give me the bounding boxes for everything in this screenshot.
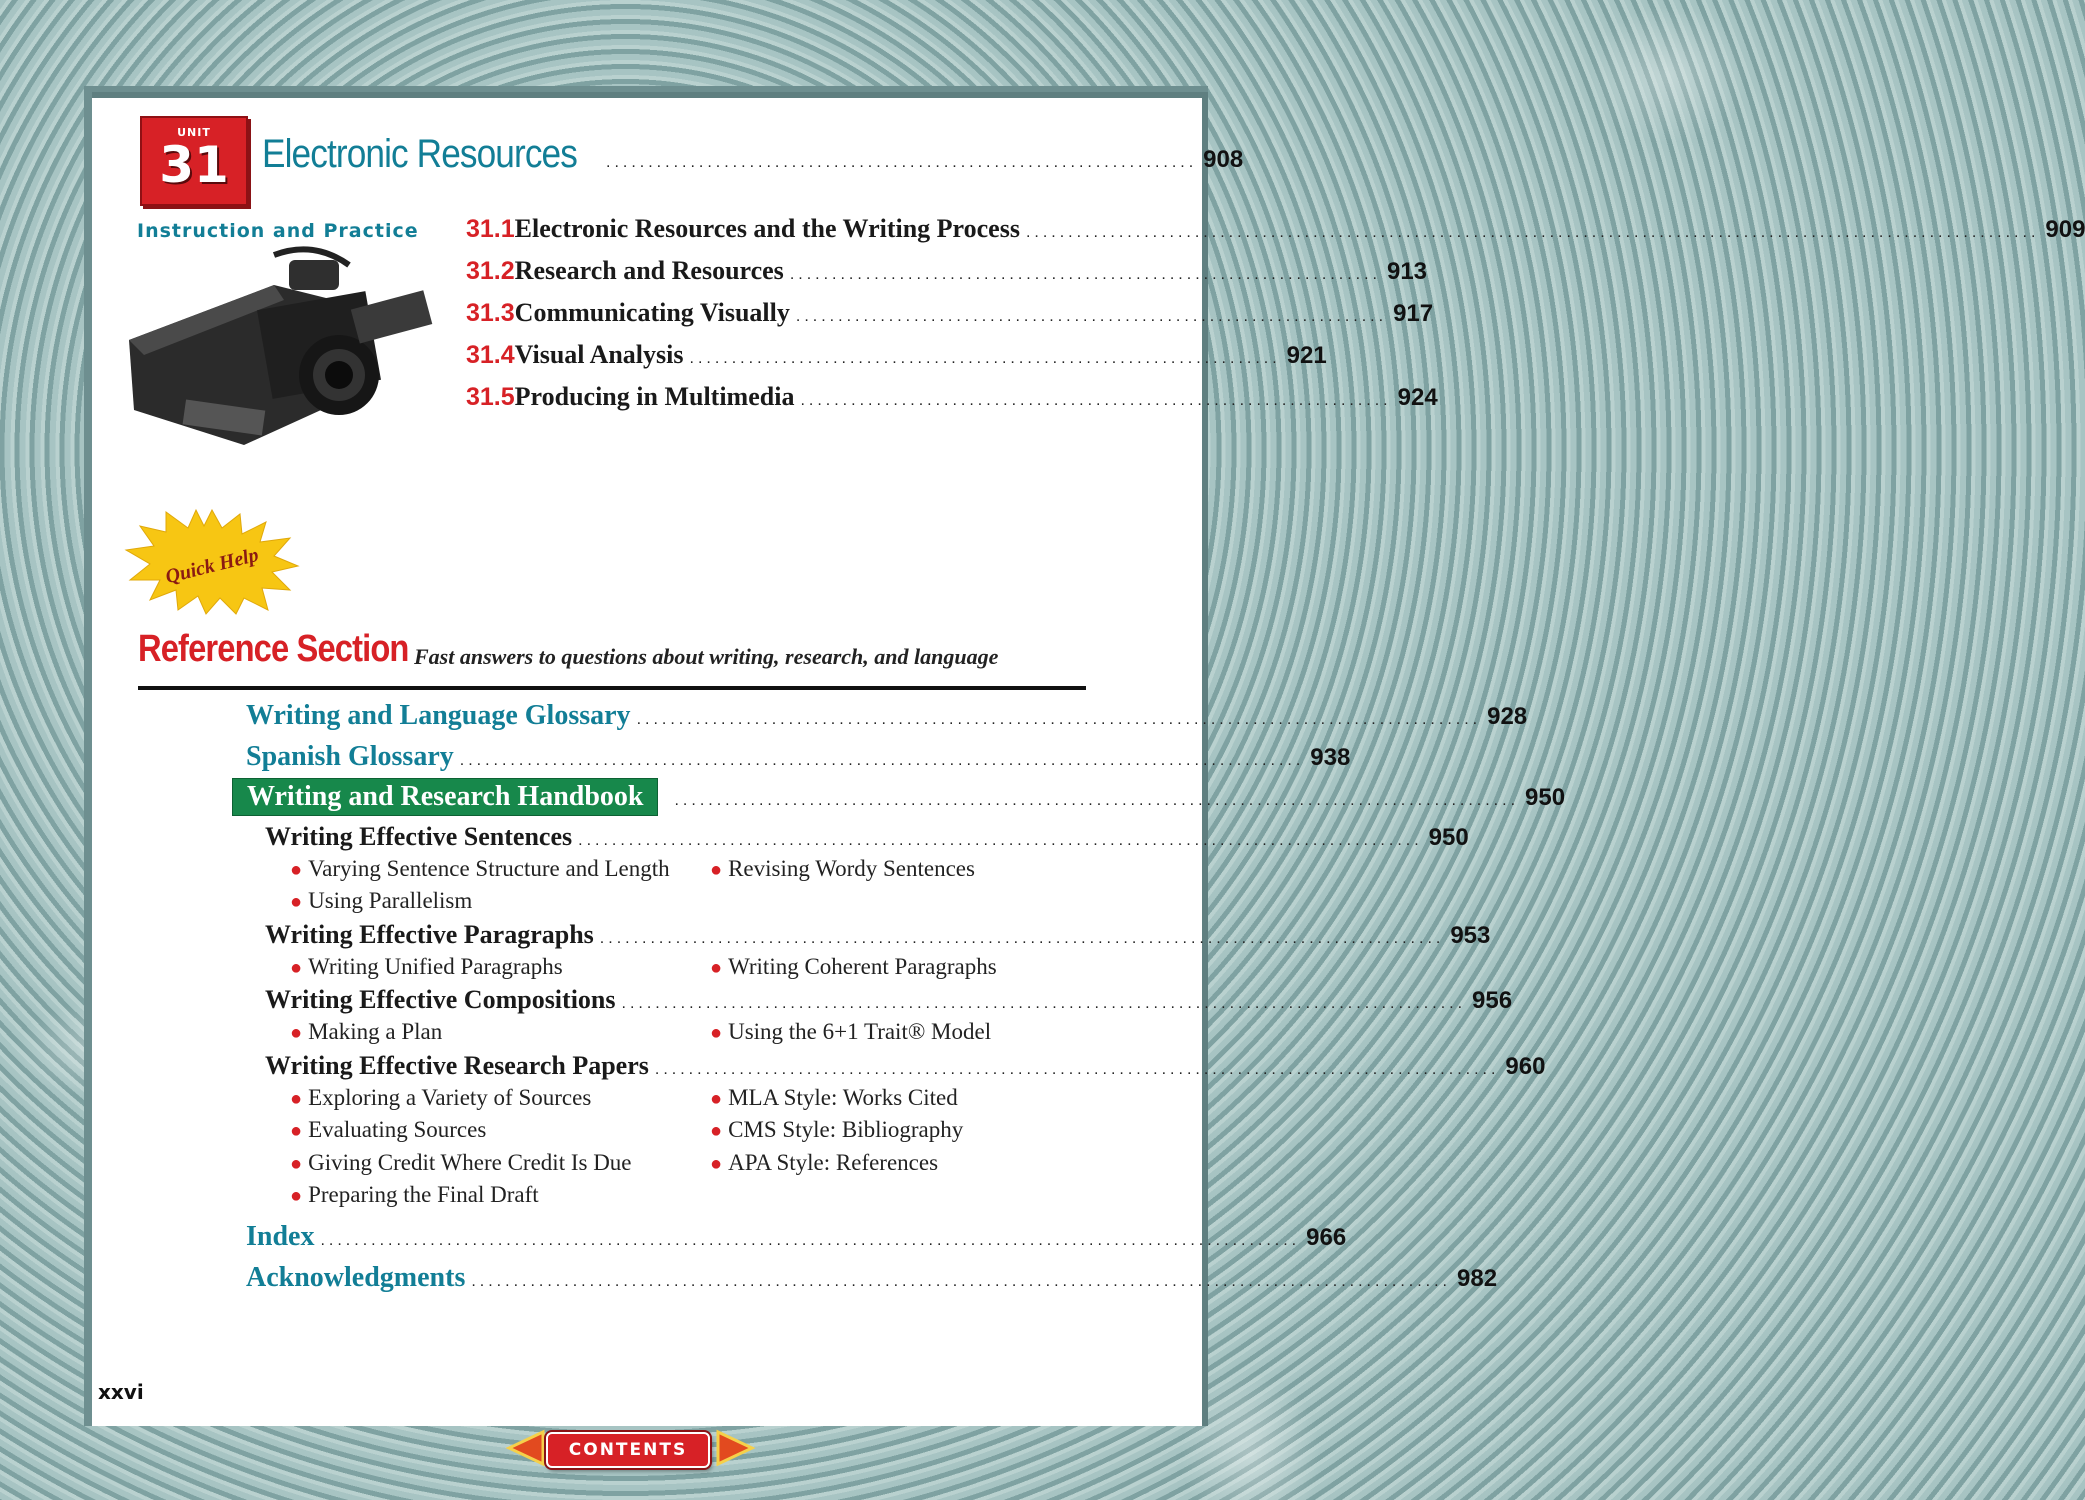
lesson-number: 31.1 (466, 215, 515, 243)
unit-label: UNIT (177, 126, 211, 139)
section-page: 956 (1472, 987, 1513, 1014)
quick-help-label: Quick Help (163, 543, 261, 589)
instruction-practice-label: Instruction and Practice (137, 220, 419, 242)
lesson-row[interactable] (466, 298, 1434, 328)
bullet-dot-icon: ● (710, 1120, 723, 1142)
dot-leader: .................................................................................................... (459, 752, 1305, 769)
divider (138, 686, 1086, 690)
unit-title[interactable]: Electronic Resources (262, 132, 577, 176)
section-title: Writing Effective Compositions (265, 985, 616, 1014)
toc-entry-page: 928 (1487, 703, 1528, 730)
bullet-dot-icon: ● (290, 1153, 303, 1175)
bullet-item[interactable] (290, 1019, 442, 1045)
reference-title: Reference Section (138, 628, 409, 670)
section-page: 953 (1450, 922, 1491, 949)
section-page: 960 (1505, 1053, 1546, 1080)
toc-entry-title: Spanish Glossary (246, 741, 454, 772)
bullet-dot-icon: ● (710, 1153, 723, 1175)
section-page: 950 (1428, 824, 1469, 851)
bullet-dot-icon: ● (290, 957, 303, 979)
lesson-row[interactable] (466, 340, 1327, 370)
unit-page-number: 908 (1203, 146, 1244, 173)
reference-subtitle: Fast answers to questions about writing, research, and language (414, 644, 999, 669)
dot-leader: .................................................................................................... (599, 930, 1445, 947)
dot-leader: .................................................................................................................... (320, 1232, 1301, 1249)
page-folio: xxvi (98, 1380, 144, 1404)
lesson-page: 921 (1286, 342, 1327, 369)
dot-leader: .................................................................................................... (654, 1061, 1500, 1078)
lesson-title: Communicating Visually (514, 298, 790, 327)
bullet-text: Using the 6+1 Trait® Model (728, 1019, 992, 1044)
toc-entry-page: 966 (1306, 1224, 1347, 1251)
lesson-row[interactable] (466, 256, 1428, 286)
toc-entry-title: Writing and Language Glossary (246, 700, 631, 731)
quick-help-burst[interactable] (126, 510, 298, 614)
section-title: Writing Effective Sentences (265, 822, 573, 851)
bullet-item[interactable] (290, 1085, 591, 1111)
bullet-text: Exploring a Variety of Sources (308, 1085, 592, 1110)
toc-entry-page: 982 (1457, 1265, 1498, 1292)
section-title: Writing Effective Research Papers (265, 1051, 649, 1080)
bullet-text: APA Style: References (728, 1150, 939, 1175)
section-title: Writing Effective Paragraphs (265, 920, 594, 949)
lesson-page: 924 (1397, 384, 1438, 411)
toc-entry-title: Acknowledgments (246, 1262, 466, 1293)
bullet-text: Using Parallelism (308, 888, 473, 913)
toc-entry-page: 938 (1310, 744, 1351, 771)
bullet-item[interactable] (710, 1019, 991, 1045)
lesson-page: 913 (1386, 258, 1428, 285)
handbook-section[interactable] (265, 1051, 1546, 1081)
bullet-text: Revising Wordy Sentences (728, 856, 975, 881)
dot-leader: .................................................................................................... (674, 792, 1520, 809)
bullet-dot-icon: ● (290, 1022, 303, 1044)
handbook-section[interactable] (265, 920, 1491, 950)
bullet-dot-icon: ● (290, 859, 303, 881)
dot-leader: .................................................................................................... (621, 995, 1467, 1012)
bullet-item[interactable] (710, 856, 975, 882)
bullet-dot-icon: ● (710, 957, 723, 979)
lesson-title: Producing in Multimedia (514, 382, 795, 411)
dot-leader: ...................................................................... (606, 154, 1198, 171)
bullet-dot-icon: ● (290, 1120, 303, 1142)
bullet-text: MLA Style: Works Cited (728, 1085, 958, 1110)
bullet-dot-icon: ● (290, 1185, 303, 1207)
dot-leader: .................................................................................................... (578, 832, 1423, 849)
handbook-highlight: Writing and Research Handbook (232, 778, 658, 816)
previous-arrow-icon[interactable] (505, 1428, 545, 1468)
bullet-text: Preparing the Final Draft (308, 1182, 539, 1207)
toc-entry[interactable] (246, 1221, 1347, 1253)
toc-entry-handbook[interactable] (232, 778, 1566, 816)
bullet-item[interactable] (710, 954, 997, 980)
dot-leader: ...................................................................... (795, 308, 1388, 325)
next-arrow-icon[interactable] (716, 1428, 756, 1468)
handbook-section[interactable] (265, 822, 1469, 852)
lesson-number: 31.4 (466, 341, 515, 369)
contents-button[interactable]: CONTENTS (546, 1432, 710, 1468)
lesson-page: 909 (2045, 216, 2085, 243)
dot-leader: ...................................................................... (789, 266, 1381, 283)
bullet-text: Giving Credit Where Credit Is Due (308, 1150, 632, 1175)
dot-leader: ...................................................................... (689, 350, 1281, 367)
bullet-item[interactable] (290, 1150, 632, 1176)
dot-leader: ...................................................................... (800, 392, 1392, 409)
unit-title-row[interactable] (600, 146, 1244, 174)
bullet-text: Making a Plan (308, 1019, 443, 1044)
bullet-item[interactable] (290, 888, 472, 914)
unit-badge (140, 116, 248, 206)
toc-entry[interactable] (246, 741, 1351, 773)
lesson-page: 917 (1393, 300, 1434, 327)
bullet-dot-icon: ● (710, 1022, 723, 1044)
toc-entry-title: Index (246, 1221, 315, 1252)
bullet-item[interactable] (290, 856, 670, 882)
lesson-title: Electronic Resources and the Writing Process (514, 214, 1020, 243)
lesson-title: Visual Analysis (514, 340, 684, 369)
bullet-item[interactable] (710, 1150, 938, 1176)
toc-entry-page: 950 (1525, 784, 1566, 811)
bullet-item[interactable] (290, 954, 563, 980)
toc-entry[interactable] (246, 1262, 1498, 1294)
lesson-number: 31.3 (466, 299, 515, 327)
handbook-section[interactable] (265, 985, 1513, 1015)
video-camera-image (124, 245, 434, 450)
bullet-text: CMS Style: Bibliography (728, 1117, 964, 1142)
lesson-number: 31.2 (466, 257, 515, 285)
lesson-row[interactable] (466, 214, 2085, 244)
dot-leader: .................................................................................................................... (471, 1273, 1451, 1290)
bullet-text: Writing Unified Paragraphs (308, 954, 563, 979)
bullet-item[interactable] (290, 1117, 486, 1143)
bullet-text: Evaluating Sources (308, 1117, 487, 1142)
unit-number: 31 (159, 136, 229, 194)
bullet-item[interactable] (710, 1117, 963, 1143)
bullet-dot-icon: ● (710, 1088, 723, 1110)
bullet-text: Varying Sentence Structure and Length (308, 856, 670, 881)
toc-entry[interactable] (246, 700, 1528, 732)
dot-leader: ........................................................................................................................ (1025, 224, 2040, 241)
lesson-number: 31.5 (466, 383, 515, 411)
bullet-dot-icon: ● (290, 1088, 303, 1110)
bullet-item[interactable] (710, 1085, 958, 1111)
bullet-text: Writing Coherent Paragraphs (728, 954, 997, 979)
dot-leader: .................................................................................................... (636, 711, 1482, 728)
lesson-title: Research and Resources (514, 256, 784, 285)
bullet-item[interactable] (290, 1182, 539, 1208)
bullet-dot-icon: ● (290, 891, 303, 913)
lesson-row[interactable] (466, 382, 1438, 412)
bullet-dot-icon: ● (710, 859, 723, 881)
